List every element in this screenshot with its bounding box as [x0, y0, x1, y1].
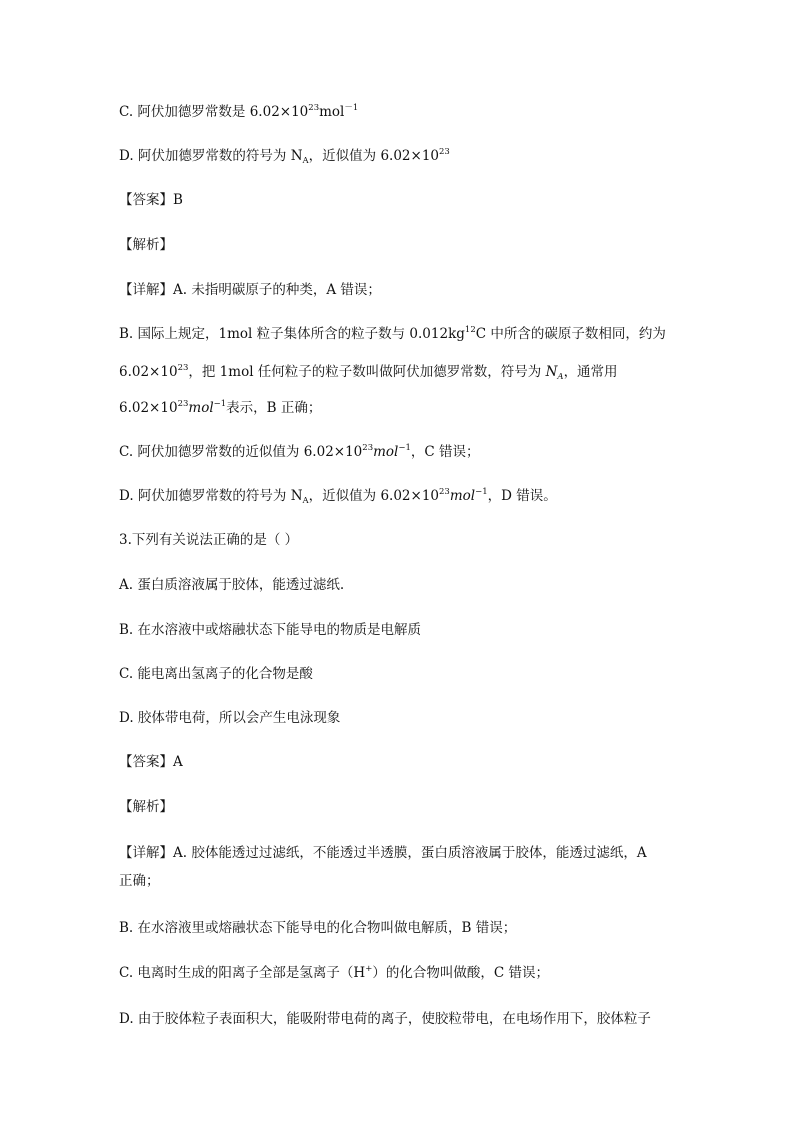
q3-stem: 3.下列有关说法正确的是（ ） — [119, 532, 299, 548]
q3-detail-d: D. 由于胶体粒子表面积大，能吸附带电荷的离子，使胶粒带电，在电场作用下，胶体粒子 — [119, 1011, 651, 1027]
q3-option-a: A. 蛋白质溶液属于胶体，能透过滤纸. — [119, 577, 345, 593]
q2-detail-b-line2: $6.02\times 10^{23}$，把 1mol 任何粒子的粒子数叫做阿伏加德罗常数，符号为 $N_A$，通常用 — [119, 363, 618, 382]
q2-detail-b-line3: $6.02\times 10^{23}mol^{-1}$表示，B 正确； — [119, 399, 322, 416]
q3-detail-a-line1: 【详解】A. 胶体能透过过滤纸，不能透过半透膜，蛋白质溶液属于胶体，能透过滤纸，A — [119, 845, 647, 861]
q2-detail-d: D. 阿伏加德罗常数的符号为 $N_A$，近似值为 $6.02\times 10^{23}mol^{-1}$，D 错误。 — [119, 487, 557, 506]
q3-option-c: C. 能电离出氢离子的化合物是酸 — [119, 666, 313, 682]
q2-option-d: D. 阿伏加德罗常数的符号为 $N_A$，近似值为 $6.02\times 10^{23}$ — [119, 147, 450, 166]
q2-detail-a: 【详解】A. 未指明碳原子的种类，A 错误； — [119, 282, 381, 298]
q3-option-b: B. 在水溶液中或熔融状态下能导电的物质是电解质 — [119, 622, 422, 638]
q2-detail-c: C. 阿伏加德罗常数的近似值为 $6.02\times 10^{23}mol^{-1}$，C 错误； — [119, 443, 480, 460]
q3-option-d: D. 胶体带电荷，所以会产生电泳现象 — [119, 710, 341, 726]
q3-detail-c: C. 电离时生成的阳离子全部是氢离子（H+）的化合物叫做酸，C 错误； — [119, 964, 549, 981]
q2-detail-b-line1: B. 国际上规定，1mol 粒子集体所含的粒子数与 $0.012kg^{12}C$ 中所含的碳原子数相同，约为 — [119, 325, 666, 342]
q3-analysis-title: 【解析】 — [119, 799, 173, 815]
q3-detail-b: B. 在水溶液里或熔融状态下能导电的化合物叫做电解质，B 错误； — [119, 920, 517, 936]
q2-analysis-title: 【解析】 — [119, 237, 173, 253]
q2-option-c: C. 阿伏加德罗常数是 $6.02\times 10^{23}mol^{-1}$ — [119, 103, 359, 120]
q2-answer: 【答案】B — [119, 192, 183, 208]
q3-detail-a-line2: 正确； — [119, 873, 160, 889]
q3-answer: 【答案】A — [119, 754, 183, 770]
